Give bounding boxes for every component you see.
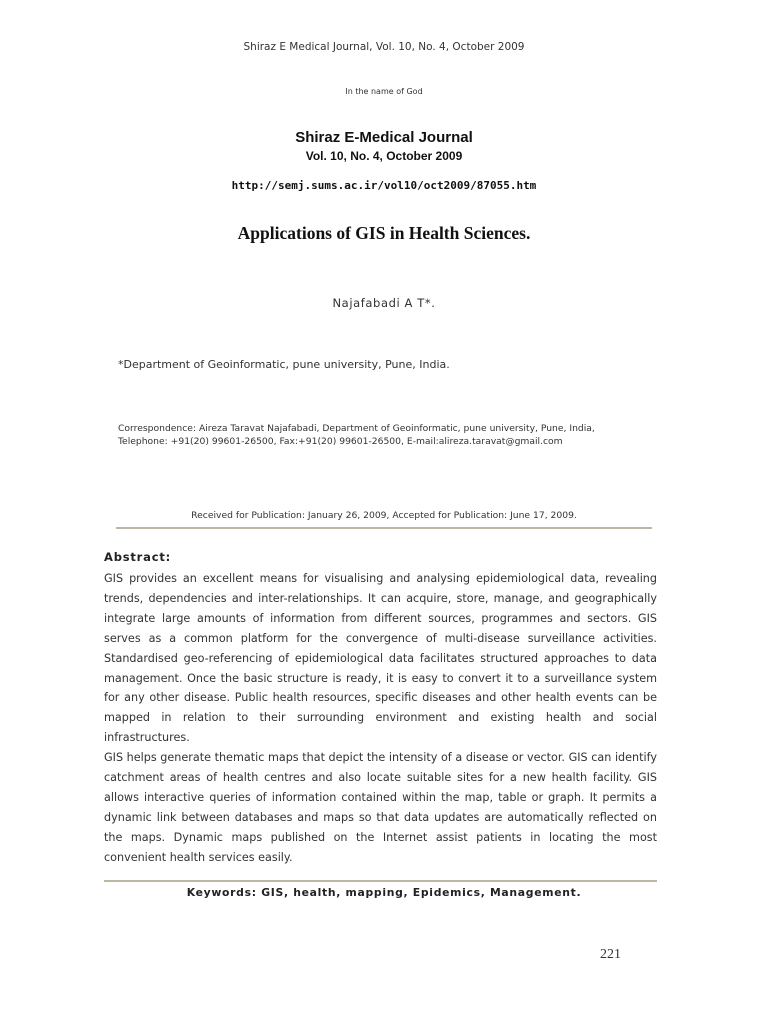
divider-top	[116, 527, 652, 529]
running-header: Shiraz E Medical Journal, Vol. 10, No. 4, October 2009	[243, 41, 525, 53]
author-name: Najafabadi A T*.	[332, 296, 436, 310]
divider-bottom	[104, 880, 657, 882]
author-affiliation: *Department of Geoinformatic, pune university, Pune, India.	[118, 358, 450, 371]
article-url[interactable]: http://semj.sums.ac.ir/vol10/oct2009/87055.htm	[231, 179, 537, 192]
abstract-paragraph-1: GIS provides an excellent means for visualising and analysing epidemiological data, revealing trends, dependencies and inter-relationships. It can acquire, store, manage, and geographically integrate large amounts of information from different sources, programmes and sectors. GIS serves as a common platform for the convergence of multi-disease surveillance activities. Standardised geo-referencing of epidemiological data facilitates structured approaches to data management. Once the basic structure is ready, it is easy to convert it to a surveillance system for any other disease. Public health resources, specific diseases and other health events can be mapped in relation to their surrounding environment and existing health and social infrastructures.	[104, 572, 657, 745]
keywords-line: Keywords: GIS, health, mapping, Epidemics, Management.	[186, 886, 582, 899]
abstract-heading: Abstract:	[104, 550, 172, 564]
bismillah-line: In the name of God	[345, 87, 423, 96]
journal-issue: Vol. 10, No. 4, October 2009	[305, 149, 463, 163]
correspondence-block: Correspondence: Aireza Taravat Najafabadi, Department of Geoinformatic, pune university, Pune, India, Telephone: +91(20) 99601-26500, Fax:+91(20) 99601-26500, E-mail:alireza.taravat@gmail.com	[118, 423, 595, 447]
abstract-body	[104, 569, 657, 868]
abstract-paragraph-2: GIS helps generate thematic maps that depict the intensity of a disease or vector. GIS can identify catchment areas of health centres and also locate suitable sites for a new health facility. GIS allows interactive queries of information contained within the map, table or graph. It permits a dynamic link between databases and maps so that data updates are automatically reflected on the maps. Dynamic maps published on the Internet assist patients in locating the most convenient health services easily.	[104, 751, 657, 864]
publication-dates: Received for Publication: January 26, 2009, Accepted for Publication: June 17, 2009.	[191, 510, 577, 521]
journal-name: Shiraz E-Medical Journal	[295, 129, 473, 146]
page-number: 221	[600, 947, 621, 962]
article-title: Applications of GIS in Health Sciences.	[237, 223, 531, 243]
